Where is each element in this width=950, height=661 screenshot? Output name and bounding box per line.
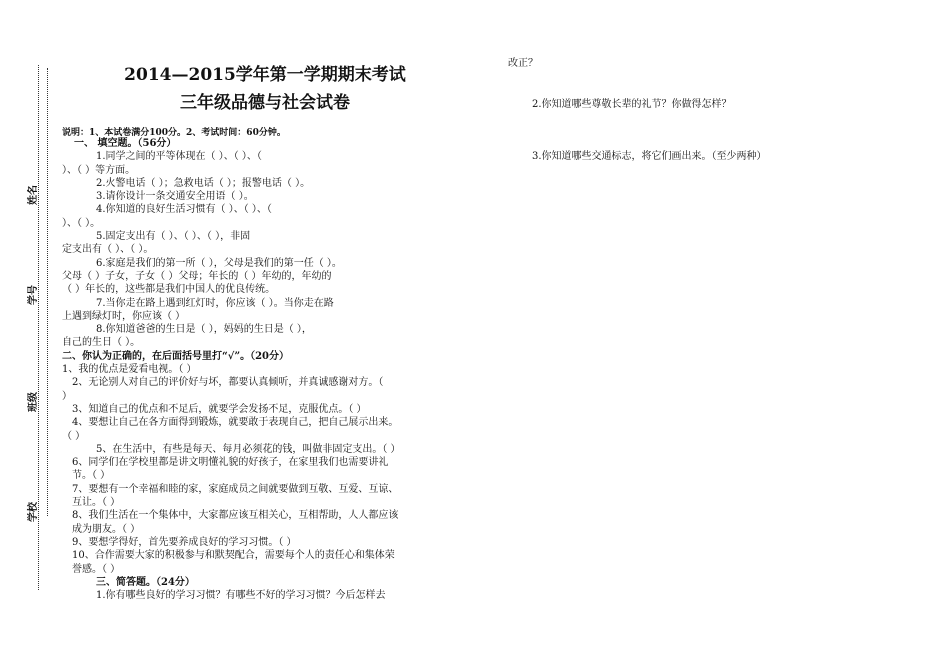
- question-line: 3.请你设计一条交通安全用语（ ）。: [96, 191, 254, 203]
- question-line: 自己的生日（ ）。: [62, 337, 141, 349]
- question-line: 10、合作需要大家的积极参与和默契配合，需要每个人的责任心和集体荣: [72, 550, 395, 562]
- question-line: 4.你知道的良好生活习惯有（ ）、（ ）、（: [96, 204, 272, 216]
- binding-dotted-line-inner: [47, 68, 48, 516]
- right-line-2: 2.你知道哪些尊敬长辈的礼节？你做得怎样？: [532, 99, 732, 110]
- question-line: 9、要想学得好，首先要养成良好的学习习惯。（ ）: [72, 536, 297, 548]
- question-line: 2.火警电话（ ）；急救电话（ ）；报警电话（ ）。: [96, 177, 311, 189]
- question-line: 三、简答题。（24分）: [96, 576, 195, 588]
- margin-label-student-id: 学号: [28, 285, 39, 305]
- exam-subtitle: 三年级品德与社会试卷: [180, 93, 350, 113]
- question-line: 定支出有（ ）、（ ）。: [62, 244, 154, 256]
- question-line: 3、知道自己的优点和不足后，就要学会发扬不足，克服优点。（ ）: [72, 403, 367, 415]
- question-line: 1、我的优点是爱看电视。（ ）: [62, 364, 197, 376]
- question-line: 4、要想让自己在各方面得到锻炼，就要敢于表现自己，把自己展示出来。: [72, 417, 399, 429]
- question-line: 1.你有哪些良好的学习习惯？有哪些不好的学习习惯？今后怎样去: [96, 590, 386, 602]
- question-line: 节。（ ）: [72, 470, 111, 482]
- question-line: 誉感。（ ）: [72, 563, 121, 575]
- question-line: 父母（ ）子女，子女（ ）父母；年长的（ ）年幼的，年幼的: [62, 270, 332, 282]
- question-line: 7、要想有一个幸福和睦的家，家庭成员之间就要做到互敬、互爱、互谅、: [72, 483, 399, 495]
- question-line: （ ）: [62, 430, 86, 442]
- exam-title: 2014—2015学年第一学期期末考试: [124, 65, 406, 85]
- question-line: 5、在生活中，有些是每天、每月必须花的钱，叫做非固定支出。（ ）: [96, 443, 401, 455]
- question-line: 6、同学们在学校里都是讲文明懂礼貌的好孩子，在家里我们也需要讲礼: [72, 457, 389, 469]
- margin-label-class: 班级: [28, 392, 39, 412]
- question-line: 成为朋友。（ ）: [72, 523, 141, 535]
- question-line: 6.家庭是我们的第一所（ ），父母是我们的第一任（ ）。: [96, 257, 342, 269]
- question-line: 上遇到绿灯时，你应该（ ）: [62, 310, 186, 322]
- question-line: 7.当你走在路上遇到红灯时，你应该（ ）。当你走在路: [96, 297, 334, 309]
- right-line-3: 3.你知道哪些交通标志，将它们画出来。（至少两种）: [532, 151, 767, 162]
- question-line: ）: [62, 390, 72, 402]
- margin-label-school: 学校: [28, 502, 39, 522]
- question-line: （ ）年长的，这些都是我们中国人的优良传统。: [62, 284, 276, 296]
- right-line-1: 改正？: [508, 58, 538, 69]
- margin-label-name: 姓名: [28, 185, 39, 205]
- question-line: 1.同学之间的平等体现在（ ）、（ ）、（: [96, 151, 262, 163]
- question-line: 二、你认为正确的，在后面括号里打“√”。（20分）: [62, 350, 289, 362]
- question-line: 互让。（ ）: [72, 497, 121, 509]
- question-line: 5.固定支出有（ ）、（ ）、（ ），非固: [96, 231, 251, 243]
- instructions-note: 说明：1、本试卷满分100分。2、考试时间：60分钟。: [62, 128, 286, 138]
- left-column-questions: [62, 137, 455, 602]
- question-line: 8.你知道爸爸的生日是（ ），妈妈的生日是（ ），: [96, 324, 312, 336]
- question-line: ）、（ ）等方面。: [62, 164, 136, 176]
- question-line: ）、（ ）。: [62, 217, 101, 229]
- question-line: 8、我们生活在一个集体中，大家都应该互相关心，互相帮助，人人都应该: [72, 510, 399, 522]
- question-line: 一、 填空题。（56分）: [74, 138, 177, 149]
- question-line: 2、无论别人对自己的评价好与坏，都要认真倾听，并真诚感谢对方。（: [72, 377, 384, 389]
